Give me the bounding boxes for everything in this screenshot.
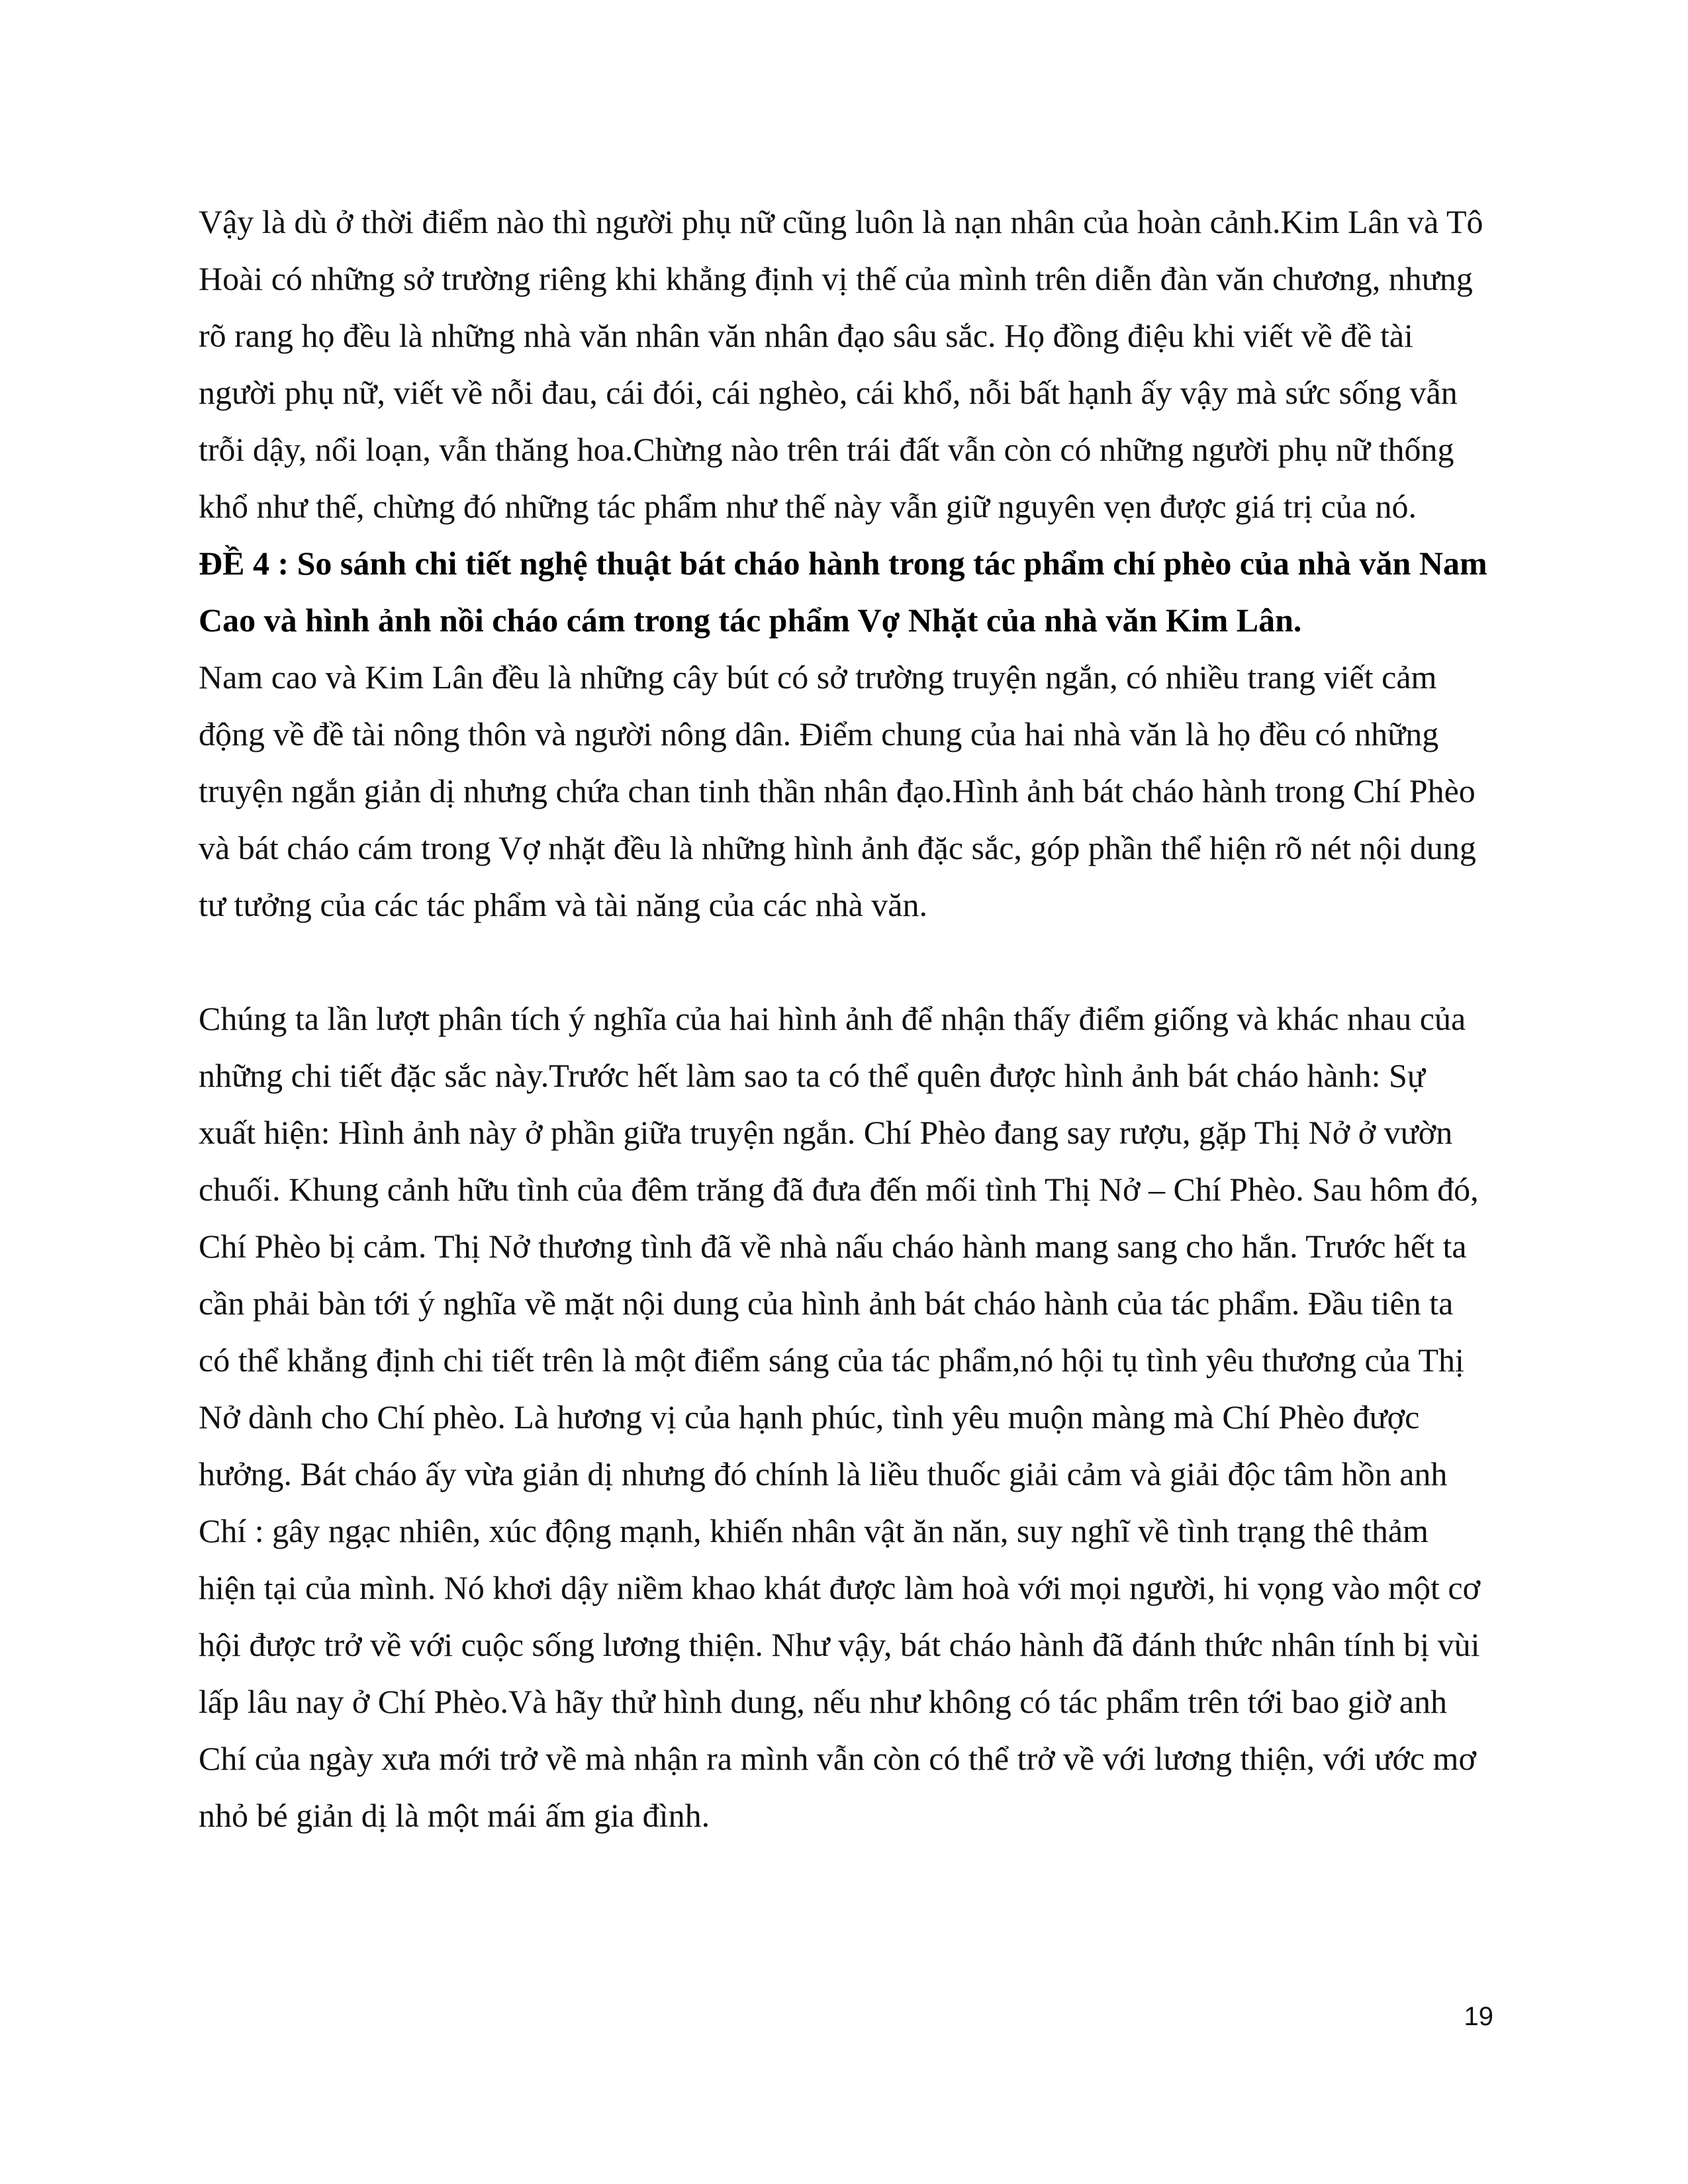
document-body <box>199 193 1489 1844</box>
paragraph-analysis: Chúng ta lần lượt phân tích ý nghĩa của hai hình ảnh để nhận thấy điểm giống và khác nhau của những chi tiết đặc sắc này.Trước hết làm sao ta có thể quên được hình ảnh bát cháo hành: Sự xuất hiện: Hình ảnh này ở phần giữa truyện ngắn. Chí Phèo đang say rượu, gặp Thị Nở ở vườn chuối. Khung cảnh hữu tình của đêm trăng đã đưa đến mối tình Thị Nở – Chí Phèo. Sau hôm đó, Chí Phèo bị cảm. Thị Nở thương tình đã về nhà nấu cháo hành mang sang cho hắn. Trước hết ta cần phải bàn tới ý nghĩa về mặt nội dung của hình ảnh bát cháo hành của tác phẩm. Đầu tiên ta có thể khẳng định chi tiết trên là một điểm sáng của tác phẩm,nó hội tụ tình yêu thương của Thị Nở dành cho Chí phèo. Là hương vị của hạnh phúc, tình yêu muộn màng mà Chí Phèo được hưởng. Bát cháo ấy vừa giản dị nhưng đó chính là liều thuốc giải cảm và giải độc tâm hồn anh Chí : gây ngạc nhiên, xúc động mạnh, khiến nhân vật ăn năn, suy nghĩ về tình trạng thê thảm hiện tại của mình. Nó khơi dậy niềm khao khát được làm hoà với mọi người, hi vọng vào một cơ hội được trở về với cuộc sống lương thiện. Như vậy, bát cháo hành đã đánh thức nhân tính bị vùi lấp lâu nay ở Chí Phèo.Và hãy thử hình dung, nếu như không có tác phẩm trên tới bao giờ anh Chí của ngày xưa mới trở về mà nhận ra mình vẫn còn có thể trở về với lương thiện, với ước mơ nhỏ bé giản dị là một mái ấm gia đình. <box>199 1000 1481 1834</box>
paragraph-introduction: Nam cao và Kim Lân đều là những cây bút có sở trường truyện ngắn, có nhiều trang viết cảm động về đề tài nông thôn và người nông dân. Điểm chung của hai nhà văn là họ đều có những truyện ngắn giản dị nhưng chứa chan tinh thần nhân đạo.Hình ảnh bát cháo hành trong Chí Phèo và bát cháo cám trong Vợ nhặt đều là những hình ảnh đặc sắc, góp phần thể hiện rõ nét nội dung tư tưởng của các tác phẩm và tài năng của các nhà văn. <box>199 659 1476 923</box>
paragraph-conclusion: Vậy là dù ở thời điểm nào thì người phụ nữ cũng luôn là nạn nhân của hoàn cảnh.Kim Lân và Tô Hoài có những sở trường riêng khi khẳng định vị thế của mình trên diễn đàn văn chương, nhưng rõ rang họ đều là những nhà văn nhân văn nhân đạo sâu sắc. Họ đồng điệu khi viết về đề tài người phụ nữ, viết về nỗi đau, cái đói, cái nghèo, cái khổ, nỗi bất hạnh ấy vậy mà sức sống vẫn trỗi dậy, nổi loạn, vẫn thăng hoa.Chừng nào trên trái đất vẫn còn có những người phụ nữ thống khổ như thế, chừng đó những tác phẩm như thế này vẫn giữ nguyên vẹn được giá trị của nó. <box>199 203 1483 525</box>
paragraph-spacer <box>199 933 1489 990</box>
page-number: 19 <box>1464 2002 1493 2031</box>
section-heading: ĐỀ 4 : So sánh chi tiết nghệ thuật bát cháo hành trong tác phẩm chí phèo của nhà văn Nam Cao và hình ảnh nồi cháo cám trong tác phẩm Vợ Nhặt của nhà văn Kim Lân. <box>199 545 1487 639</box>
